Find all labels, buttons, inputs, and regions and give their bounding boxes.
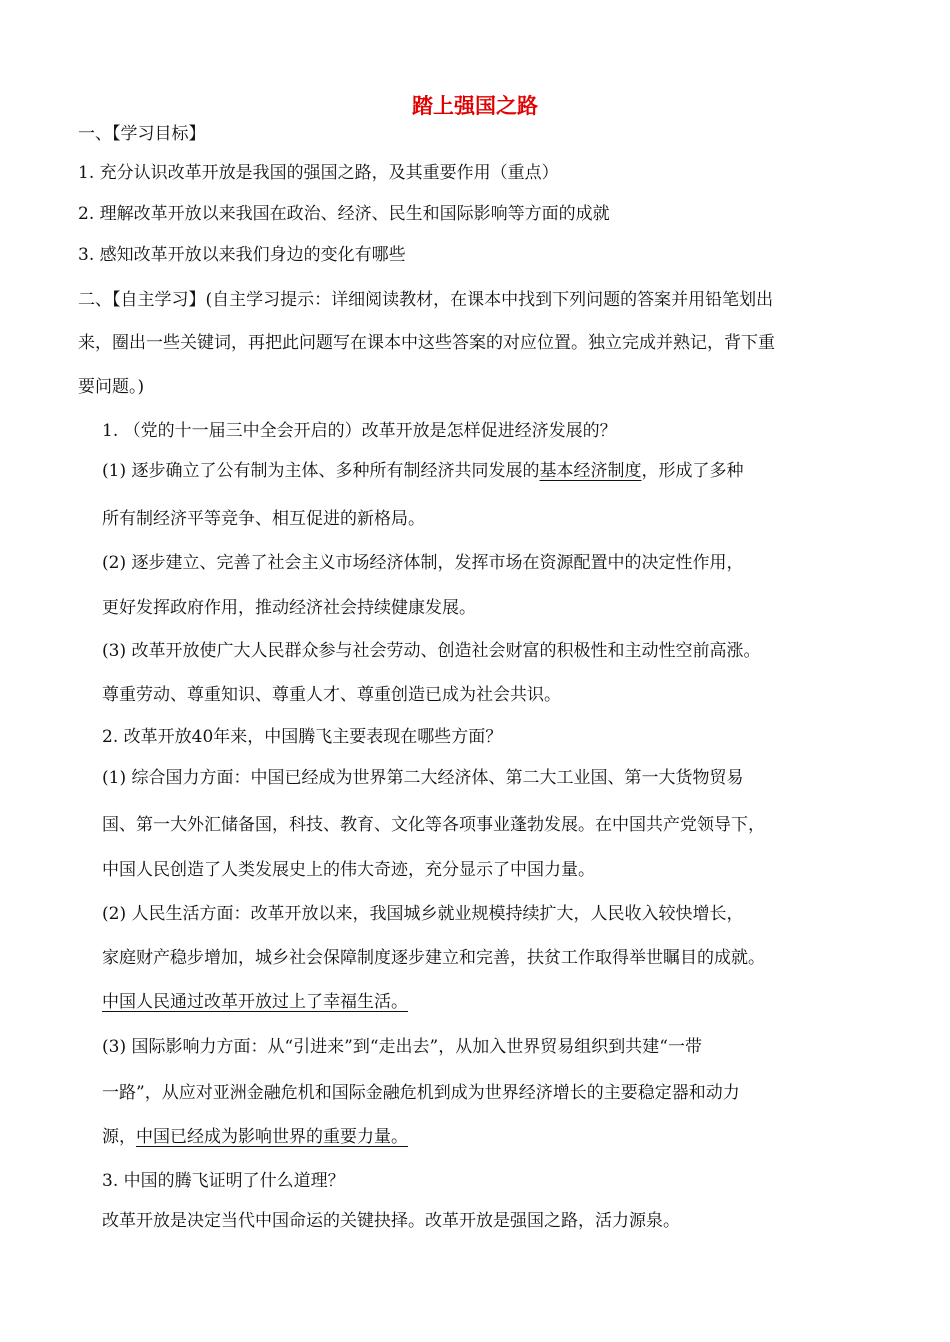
- self-study-heading: 二、【自主学习】(自主学习提示：详细阅读教材，在课本中找到下列问题的答案并用铅笔划出: [78, 290, 774, 310]
- answer-line: 一路”，从应对亚洲金融危机和国际金融危机到成为世界经济增长的主要稳定器和动力: [102, 1083, 740, 1103]
- self-study-text: 来，圈出一些关键词，再把此问题写在课本中这些答案的对应位置。独立完成并熟记，背下重: [78, 333, 775, 353]
- underlined-key-sentence: 中国已经成为影响世界的重要力量。: [136, 1127, 408, 1147]
- answer-text: (1) 逐步确立了公有制为主体、多种所有制经济共同发展的: [102, 461, 540, 481]
- page-title: 踏上强国之路: [412, 94, 538, 118]
- objective-item: 2. 理解改革开放以来我国在政治、经济、民生和国际影响等方面的成就: [78, 204, 610, 224]
- self-study-text: 要问题。): [78, 377, 145, 397]
- answer-line: (3) 国际影响力方面：从“引进来”到“走出去”，从加入世界贸易组织到共建“一带: [102, 1037, 702, 1057]
- answer-line: 国、第一大外汇储备国，科技、教育、文化等各项事业蓬勃发展。在中国共产党领导下，: [102, 815, 765, 835]
- answer-line: (2) 逐步建立、完善了社会主义市场经济体制，发挥市场在资源配置中的决定性作用，: [102, 553, 744, 573]
- answer-text: ，形成了多种: [641, 461, 744, 481]
- answer-line: [102, 460, 743, 482]
- answer-line: 家庭财产稳步增加，城乡社会保障制度逐步建立和完善，扶贫工作取得举世瞩目的成就。: [102, 948, 765, 968]
- question-2: 2. 改革开放40年来，中国腾飞主要表现在哪些方面？: [102, 727, 503, 747]
- underlined-key-term: 基本经济制度: [539, 461, 642, 481]
- answer-line: [102, 1126, 408, 1148]
- underlined-key-sentence: 中国人民通过改革开放过上了幸福生活。: [102, 992, 408, 1012]
- answer-text: 源，: [102, 1127, 136, 1147]
- objective-item: 3. 感知改革开放以来我们身边的变化有哪些: [78, 245, 406, 265]
- answer-line: (1) 综合国力方面：中国已经成为世界第二大经济体、第二大工业国、第一大货物贸易: [102, 768, 744, 788]
- answer-line: 中国人民创造了人类发展史上的伟大奇迹，充分显示了中国力量。: [102, 860, 595, 880]
- answer-line: (3) 改革开放使广大人民群众参与社会劳动、创造社会财富的积极性和主动性空前高涨。: [102, 641, 761, 661]
- answer-line: 所有制经济平等竞争、相互促进的新格局。: [102, 509, 425, 529]
- question-1: 1. （党的十一届三中全会开启的）改革开放是怎样促进经济发展的？: [102, 421, 617, 441]
- objectives-heading: 一、【学习目标】: [78, 124, 206, 144]
- answer-line: 尊重劳动、尊重知识、尊重人才、尊重创造已成为社会共识。: [102, 685, 561, 705]
- question-3: 3. 中国的腾飞证明了什么道理？: [102, 1171, 345, 1191]
- objective-item: 1. 充分认识改革开放是我国的强国之路，及其重要作用（重点）: [78, 163, 559, 183]
- answer-line: (2) 人民生活方面：改革开放以来，我国城乡就业规模持续扩大，人民收入较快增长，: [102, 904, 744, 924]
- answer-line: 改革开放是决定当代中国命运的关键抉择。改革开放是强国之路，活力源泉。: [102, 1211, 680, 1231]
- answer-line: 更好发挥政府作用，推动经济社会持续健康发展。: [102, 598, 476, 618]
